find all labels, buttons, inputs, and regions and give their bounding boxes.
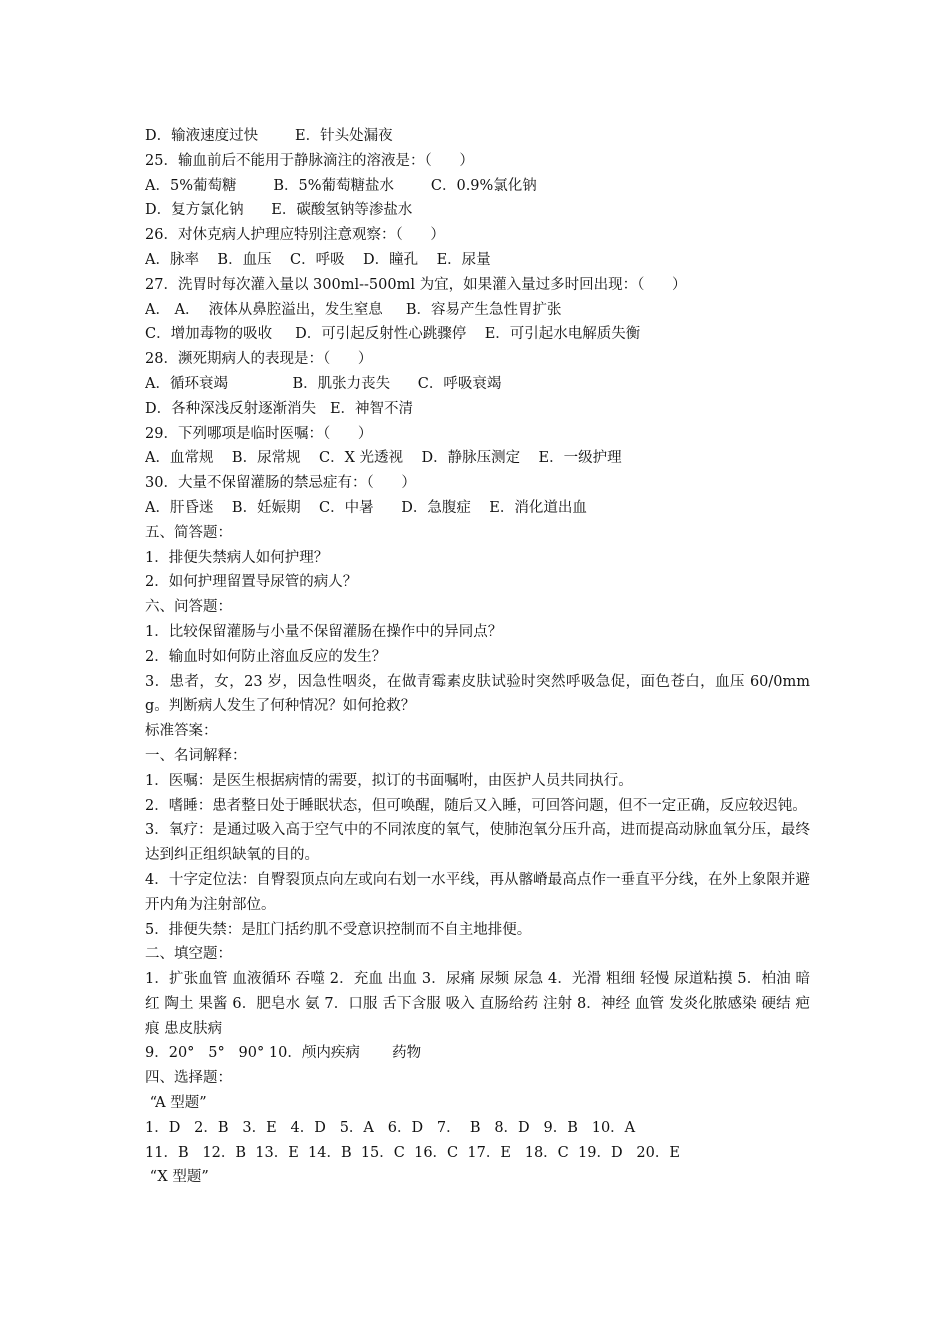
definition-item: 2．嗜睡：患者整日处于睡眠状态，但可唤醒，随后又入睡，可回答问题，但不一定正确，反应较迟钝。 bbox=[145, 797, 807, 814]
question-29: 29．下列哪项是临时医嘱：（ ） bbox=[145, 425, 373, 442]
option-line: C．增加毒物的吸收 D．可引起反射性心跳骤停 E．可引起水电解质失衡 bbox=[145, 326, 641, 343]
type-a-heading: “A 型题” bbox=[145, 1095, 207, 1112]
type-x-heading: “X 型题” bbox=[145, 1169, 209, 1186]
option-line: A．5%葡萄糖 B．5%葡萄糖盐水 C．0.9%氯化钠 bbox=[145, 177, 537, 194]
short-question: 1．排便失禁病人如何护理？ bbox=[145, 549, 329, 566]
question-28: 28．濒死期病人的表现是：（ ） bbox=[145, 351, 373, 368]
fill-answers: 1．扩张血管 血液循环 吞噬 2．充血 出血 3．尿痛 尿频 尿急 4．光滑 粗细 轻慢 尿道粘摸 5．柏油 暗红 陶土 果酱 6．肥皂水 氨 7．口服 舌下含服 吸入 直肠给药 注射 8．神经 血管 发炎化脓感染 硬结 疤痕 患皮肤病 bbox=[145, 971, 810, 1037]
section-heading: 六、问答题： bbox=[145, 599, 232, 616]
document-page bbox=[145, 124, 810, 1190]
definition-item: 1．医嘱：是医生根据病情的需要，拟订的书面嘱咐，由医护人员共同执行。 bbox=[145, 772, 633, 789]
question-26: 26．对休克病人护理应特别注意观察：（ ） bbox=[145, 227, 445, 244]
option-line: A．血常规 B．尿常规 C．X 光透视 D．静脉压测定 E．一级护理 bbox=[145, 450, 622, 467]
section-heading: 四、选择题： bbox=[145, 1070, 232, 1087]
essay-question-patient: 3．患者，女，23 岁，因急性咽炎，在做青霉素皮肤试验时突然呼吸急促，面色苍白，血压 60/0mmg。判断病人发生了何种情况？如何抢救？ bbox=[145, 673, 810, 715]
essay-question: 2．输血时如何防止溶血反应的发生？ bbox=[145, 648, 387, 665]
section-heading: 二、填空题： bbox=[145, 946, 232, 963]
short-question: 2．如何护理留置导尿管的病人？ bbox=[145, 574, 358, 591]
choice-answers-row: 11．B 12．B 13．E 14．B 15．C 16．C 17．E 18．C 19．D 20．E bbox=[145, 1144, 680, 1161]
section-heading: 五、简答题： bbox=[145, 524, 232, 541]
section-heading: 一、名词解释： bbox=[145, 747, 247, 764]
option-line: D．输液速度过快 E．针头处漏夜 bbox=[145, 128, 393, 144]
definition-item: 5．排便失禁：是肛门括约肌不受意识控制而不自主地排便。 bbox=[145, 921, 532, 938]
question-25: 25．输血前后不能用于静脉滴注的溶液是：（ ） bbox=[145, 152, 474, 169]
essay-question: 1．比较保留灌肠与小量不保留灌肠在操作中的异同点？ bbox=[145, 623, 503, 640]
fill-answers-last: 9．20° 5° 90° 10．颅内疾病 药物 bbox=[145, 1045, 422, 1062]
option-line: A．肝昏迷 B．妊娠期 C．中暑 D．急腹症 E．消化道出血 bbox=[145, 499, 587, 516]
definition-item: 4．十字定位法：自臀裂顶点向左或向右划一水平线，再从髂嵴最高点作一垂直平分线，在外上象限并避开内角为注射部位。 bbox=[145, 871, 810, 913]
option-line: D．各种深浅反射逐渐消失 E．神智不清 bbox=[145, 400, 414, 417]
option-line: A． A． 液体从鼻腔溢出，发生窒息 B．容易产生急性胃扩张 bbox=[145, 301, 562, 318]
answers-heading: 标准答案： bbox=[145, 723, 218, 740]
question-30: 30．大量不保留灌肠的禁忌症有：（ ） bbox=[145, 475, 416, 492]
definition-item: 3．氧疗：是通过吸入高于空气中的不同浓度的氧气，使肺泡氧分压升高，进而提高动脉血氧分压，最终达到纠正组织缺氧的目的。 bbox=[145, 822, 810, 864]
question-27: 27．洗胃时每次灌入量以 300ml--500ml 为宜，如果灌入量过多时回出现：（ ） bbox=[145, 276, 687, 293]
option-line: A．循环衰竭 B．肌张力丧失 C．呼吸衰竭 bbox=[145, 375, 502, 392]
option-line: A．脉率 B．血压 C．呼吸 D．瞳孔 E．尿量 bbox=[145, 251, 491, 268]
choice-answers-row: 1．D 2．B 3．E 4．D 5．A 6．D 7． B 8．D 9．B 10．A bbox=[145, 1119, 636, 1136]
option-line: D．复方氯化钠 E．碳酸氢钠等渗盐水 bbox=[145, 202, 413, 219]
